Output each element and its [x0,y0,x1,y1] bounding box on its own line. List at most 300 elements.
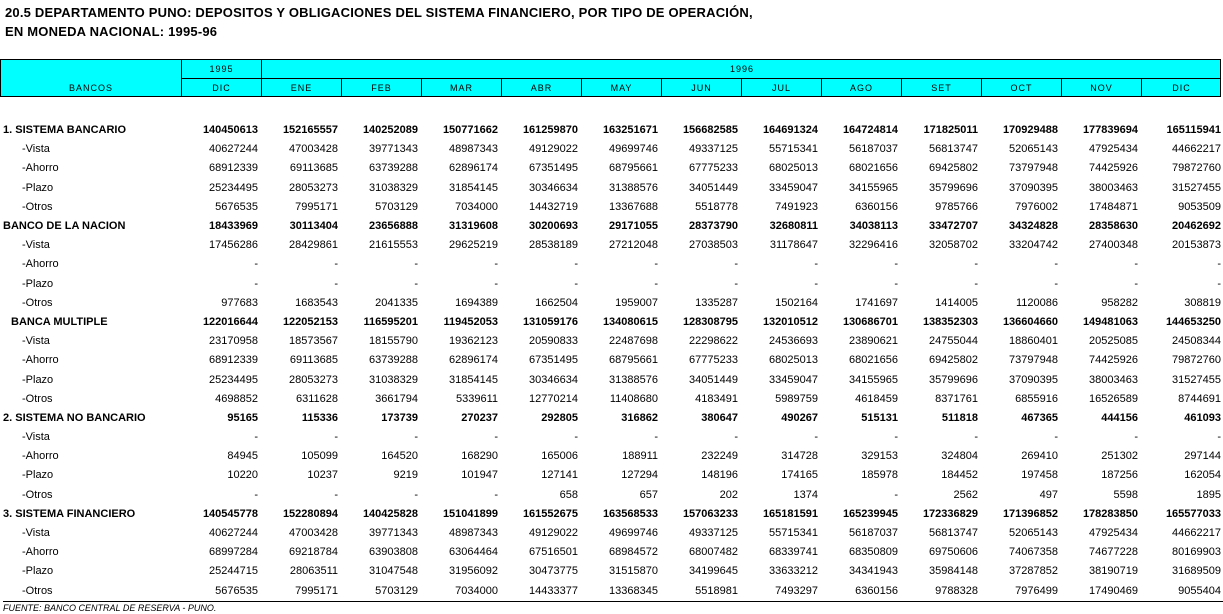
table-row [0,370,1223,389]
table-cell: 144653250 [1165,315,1221,328]
table-cell: 316862 [621,411,658,424]
table-cell: 38190719 [1089,565,1138,578]
table-cell: 187256 [1101,469,1138,482]
table-cell: 161552675 [522,507,578,520]
table-cell: 24536693 [769,335,818,348]
table-cell: 1741697 [855,296,898,309]
table-cell: 4618459 [855,392,898,405]
table-row [0,294,1223,313]
table-row [0,313,1223,332]
table-cell: 149481063 [1082,315,1138,328]
row-label: -Otros [22,584,53,597]
table-cell: 156682585 [682,124,738,137]
table-cell: - [254,258,258,271]
table-cell: 7034000 [455,584,498,597]
table-cell: 173739 [381,411,418,424]
table-cell: 34324828 [1009,220,1058,233]
row-label: -Plazo [22,565,54,578]
table-cell: 67351495 [529,354,578,367]
table-cell: 184452 [941,469,978,482]
table-row [0,428,1223,447]
table-cell: 47003428 [289,527,338,540]
table-cell: 119452053 [443,315,498,328]
table-cell: 140425828 [362,507,418,520]
table-cell: 122052153 [282,315,338,328]
row-label: 1. SISTEMA BANCARIO [3,124,127,137]
table-cell: - [574,277,578,290]
table-cell: 33459047 [769,181,818,194]
table-cell: 1683543 [295,296,338,309]
table-cell: - [734,431,738,444]
table-cell: 8371761 [935,392,978,405]
table-cell: 31956092 [449,565,498,578]
table-cell: 4698852 [215,392,258,405]
table-cell: 130686701 [842,315,898,328]
row-label: -Otros [22,200,53,213]
table-cell: 324804 [941,450,978,463]
table-cell: 5703129 [375,200,418,213]
table-row [0,524,1223,543]
table-row [0,275,1223,294]
table-cell: 24755044 [929,335,978,348]
source-note: FUENTE: BANCO CENTRAL DE RESERVA - PUNO. [3,601,1223,614]
table-cell: 17456286 [209,239,258,252]
table-cell: 63903808 [369,546,418,559]
table-row [0,236,1223,255]
table-cell: 16526589 [1089,392,1138,405]
table-cell: 56813747 [929,527,978,540]
table-cell: 132010512 [762,315,818,328]
table-cell: 32680811 [769,220,818,233]
table-cell: - [1134,277,1138,290]
table-cell: 63064464 [449,546,498,559]
table-cell: 2562 [953,488,978,501]
table-cell: 314728 [781,450,818,463]
table-cell: 188911 [622,450,658,463]
table-cell: 444156 [1101,411,1138,424]
table-cell: 62896174 [449,162,498,175]
table-cell: 30473775 [529,565,578,578]
table-cell: 127294 [621,469,658,482]
table-cell: 164520 [381,450,418,463]
table-cell: 7034000 [455,200,498,213]
table-cell: 33633212 [769,565,818,578]
table-cell: 7995171 [295,584,338,597]
table-cell: 171396852 [1002,507,1058,520]
table-cell: - [1054,431,1058,444]
table-cell: 74677228 [1089,546,1138,559]
table-cell: 157063233 [682,507,738,520]
table-cell: 174165 [781,469,818,482]
row-label: -Ahorro [22,546,59,559]
table-cell: 13368345 [609,584,658,597]
table-cell: 74425926 [1089,162,1138,175]
table-cell: 38003463 [1089,373,1138,386]
header-year-1995: 1995 [209,64,234,74]
table-cell: - [814,258,818,271]
table-cell: 140545778 [202,507,258,520]
table-row [0,121,1223,140]
table-cell: - [494,277,498,290]
table-cell: 31038329 [369,373,418,386]
table-cell: 163568533 [602,507,658,520]
table-cell: 31178647 [769,239,818,252]
header-month: FEB [371,83,392,93]
table-cell: - [334,431,338,444]
table-cell: 21615553 [369,239,418,252]
table-cell: 35799696 [929,373,978,386]
table-cell: 31515870 [609,565,658,578]
table-cell: 5703129 [375,584,418,597]
table-cell: 958282 [1101,296,1138,309]
table-cell: 20525085 [1089,335,1138,348]
table-cell: 49337125 [689,527,738,540]
table-cell: - [414,258,418,271]
table-cell: 148196 [701,469,738,482]
table-cell: - [974,431,978,444]
table-cell: 34051449 [689,181,738,194]
table-cell: 48987343 [449,143,498,156]
table-cell: 136604660 [1002,315,1058,328]
table-cell: 1374 [793,488,818,501]
table-cell: 116595201 [363,315,418,328]
table-cell: 172336829 [922,507,978,520]
table-cell: 68021656 [849,162,898,175]
table-cell: 44662217 [1172,527,1221,540]
table-cell: 31854145 [449,181,498,194]
table-cell: 7976002 [1015,200,1058,213]
table-cell: - [494,431,498,444]
table-cell: 270237 [461,411,498,424]
table-cell: 202 [719,488,738,501]
table-cell: 28373790 [689,220,738,233]
table-cell: 33472707 [929,220,978,233]
row-label: 3. SISTEMA FINANCIERO [3,507,136,520]
table-cell: 23170958 [209,335,258,348]
table-cell: 52065143 [1009,527,1058,540]
table-cell: 515131 [861,411,898,424]
table-cell: 25234495 [209,373,258,386]
table-cell: - [814,277,818,290]
table-cell: 69113685 [289,354,338,367]
table-cell: 17484871 [1089,200,1138,213]
table-cell: 9055404 [1178,584,1221,597]
table-cell: 37090395 [1009,181,1058,194]
table-cell: 52065143 [1009,143,1058,156]
table-cell: 80169903 [1172,546,1221,559]
header-bancos: BANCOS [68,82,113,93]
header-month: DIC [1172,83,1191,93]
table-cell: - [1217,277,1221,290]
table-cell: 152280894 [282,507,338,520]
table-cell: 101947 [461,469,498,482]
table-cell: 34199645 [689,565,738,578]
table-cell: 8744691 [1178,392,1221,405]
table-row [0,466,1223,485]
table-cell: - [254,488,258,501]
table-cell: 6311628 [295,392,338,405]
table-cell: 68997284 [209,546,258,559]
table-cell: 30200693 [529,220,578,233]
table-cell: - [654,277,658,290]
table-cell: 162054 [1184,469,1221,482]
table-cell: 140252089 [362,124,418,137]
table-cell: - [654,431,658,444]
table-cell: 22298622 [689,335,738,348]
table-cell: 127141 [541,469,578,482]
table-cell: 37090395 [1009,373,1058,386]
table-cell: 10237 [307,469,338,482]
table-cell: 25244715 [209,565,258,578]
table-cell: 140450613 [202,124,258,137]
table-cell: - [974,277,978,290]
table-cell: 380647 [701,411,738,424]
table-cell: 68021656 [849,354,898,367]
table-cell: - [574,258,578,271]
table-cell: 12770214 [529,392,578,405]
table-cell: 68025013 [769,354,818,367]
row-label: -Ahorro [22,162,59,175]
table-cell: 27400348 [1089,239,1138,252]
table-cell: 197458 [1021,469,1058,482]
row-label: -Plazo [22,469,54,482]
table-cell: 269410 [1021,450,1058,463]
table-cell: 17490469 [1089,584,1138,597]
table-cell: 164691324 [762,124,818,137]
table-cell: - [1134,431,1138,444]
table-cell: 150771662 [442,124,498,137]
header-year-1996: 1996 [729,64,755,74]
table-cell: 44662217 [1172,143,1221,156]
header-month: MAR [450,83,473,93]
table-row [0,159,1223,178]
table-cell: 18573567 [289,335,338,348]
table-cell: 6360156 [855,200,898,213]
table-cell: 38003463 [1089,181,1138,194]
table-cell: - [1134,258,1138,271]
table-cell: 10220 [227,469,258,482]
table-row [0,409,1223,428]
table-cell: 49699746 [609,143,658,156]
table-cell: 467365 [1021,411,1058,424]
table-cell: 1414005 [935,296,978,309]
table-cell: 69218784 [289,546,338,559]
table-cell: 151041899 [442,507,498,520]
table-cell: 69113685 [289,162,338,175]
table-cell: 74067358 [1009,546,1058,559]
table-cell: 163251671 [602,124,658,137]
table-cell: - [894,431,898,444]
table-cell: 165181591 [762,507,818,520]
table-cell: 63739288 [369,162,418,175]
table-cell: 308819 [1184,296,1221,309]
row-label: -Vista [22,143,50,156]
table-cell: 171825011 [923,124,978,137]
table-cell: 47925434 [1089,143,1138,156]
table-row [0,447,1223,466]
table-cell: 32058702 [929,239,978,252]
row-label: -Plazo [22,277,54,290]
table-cell: - [734,258,738,271]
table-cell: 658 [559,488,578,501]
table-cell: 18433969 [209,220,258,233]
table-cell: 19362123 [449,335,498,348]
header-month: JUN [691,83,712,93]
table-cell: 1662504 [535,296,578,309]
header-month: AGO [849,83,873,93]
table-row [0,140,1223,159]
table-cell: 185978 [861,469,898,482]
table-row [0,198,1223,217]
table-row [0,562,1223,581]
table-cell: 34341943 [849,565,898,578]
row-label: BANCA MULTIPLE [11,315,108,328]
table-cell: 31388576 [609,181,658,194]
data-table [0,121,1223,601]
row-label: -Otros [22,296,53,309]
table-cell: - [1054,277,1058,290]
table-cell: 31047548 [369,565,418,578]
table-cell: 511818 [941,411,978,424]
table-cell: 177839694 [1082,124,1138,137]
table-cell: 31689509 [1172,565,1221,578]
table-cell: - [334,258,338,271]
table-cell: 49129022 [529,527,578,540]
table-cell: - [494,258,498,271]
table-cell: 68795661 [609,162,658,175]
header-month: MAY [610,83,633,93]
table-cell: 55715341 [769,143,818,156]
table-cell: 28538189 [529,239,578,252]
table-row [0,582,1223,601]
table-cell: 131059176 [522,315,578,328]
table-cell: 6855916 [1015,392,1058,405]
table-cell: 1502164 [775,296,818,309]
table-cell: 138352303 [922,315,978,328]
table-title-line1: 20.5 DEPARTAMENTO PUNO: DEPOSITOS Y OBLIGACIONES DEL SISTEMA FINANCIERO, POR TIPO DE OPERACIÓN, [5,5,753,20]
table-cell: 22487698 [609,335,658,348]
table-cell: - [414,488,418,501]
table-cell: 47925434 [1089,527,1138,540]
table-cell: 490267 [781,411,818,424]
header-month: DIC [212,83,231,93]
table-cell: 37287852 [1009,565,1058,578]
table-cell: - [1054,258,1058,271]
table-cell: 69425802 [929,162,978,175]
table-cell: 14432719 [529,200,578,213]
table-cell: 14433377 [529,584,578,597]
table-cell: 56813747 [929,143,978,156]
table-cell: 1335287 [695,296,738,309]
table-cell: 55715341 [769,527,818,540]
table-cell: 49699746 [609,527,658,540]
table-cell: 68025013 [769,162,818,175]
table-cell: 68912339 [209,162,258,175]
table-cell: - [334,277,338,290]
table-cell: - [894,258,898,271]
table-cell: 1895 [1196,488,1221,501]
table-cell: 178283850 [1082,507,1138,520]
table-cell: 3661794 [375,392,418,405]
row-label: -Ahorro [22,450,59,463]
table-cell: 5676535 [215,584,258,597]
table-cell: 9785766 [935,200,978,213]
table-cell: - [414,277,418,290]
table-cell: 232249 [701,450,738,463]
table-cell: 9788328 [935,584,978,597]
table-cell: - [814,431,818,444]
row-label: -Plazo [22,373,54,386]
table-cell: 31038329 [369,181,418,194]
table-cell: - [894,488,898,501]
table-cell: - [894,277,898,290]
table-row [0,390,1223,409]
table-cell: 48987343 [449,527,498,540]
table-cell: 31854145 [449,373,498,386]
table-row [0,179,1223,198]
table-cell: 68984572 [609,546,658,559]
table-cell: 33459047 [769,373,818,386]
table-cell: 7976499 [1015,584,1058,597]
table-row [0,543,1223,562]
header-month: NOV [1090,83,1113,93]
table-cell: 29171055 [609,220,658,233]
table-cell: 34155965 [849,373,898,386]
table-cell: 69425802 [929,354,978,367]
table-cell: 30346634 [529,373,578,386]
table-cell: 68339741 [769,546,818,559]
table-cell: 35984148 [929,565,978,578]
table-cell: 23890621 [849,335,898,348]
table-cell: 170929488 [1002,124,1058,137]
table-cell: 18155790 [369,335,418,348]
table-cell: 84945 [227,450,258,463]
table-cell: 31388576 [609,373,658,386]
table-cell: 62896174 [449,354,498,367]
table-cell: 79872760 [1172,162,1221,175]
table-cell: 28063511 [289,565,338,578]
table-cell: 1120086 [1015,296,1058,309]
table-cell: 9053509 [1178,200,1221,213]
table-cell: 29625219 [449,239,498,252]
table-cell: 68007482 [689,546,738,559]
table-cell: 27038503 [689,239,738,252]
table-cell: 164724814 [842,124,898,137]
row-label: -Ahorro [22,258,59,271]
table-cell: 7491923 [775,200,818,213]
table-cell: - [654,258,658,271]
table-cell: 28358630 [1089,220,1138,233]
table-cell: 67775233 [689,354,738,367]
table-cell: 39771343 [369,527,418,540]
table-cell: 63739288 [369,354,418,367]
table-cell: 5989759 [775,392,818,405]
table-cell: 297144 [1184,450,1221,463]
table-cell: 56187037 [849,527,898,540]
header-month: SET [931,83,952,93]
table-cell: 329153 [861,450,898,463]
row-label: -Ahorro [22,354,59,367]
table-cell: 35799696 [929,181,978,194]
table-cell: 31527455 [1172,373,1221,386]
table-cell: 161259870 [522,124,578,137]
table-cell: 4183491 [695,392,738,405]
table-cell: 18860401 [1009,335,1058,348]
table-cell: - [974,258,978,271]
table-cell: 67775233 [689,162,738,175]
table-cell: 40627244 [209,143,258,156]
table-cell: 1694389 [455,296,498,309]
